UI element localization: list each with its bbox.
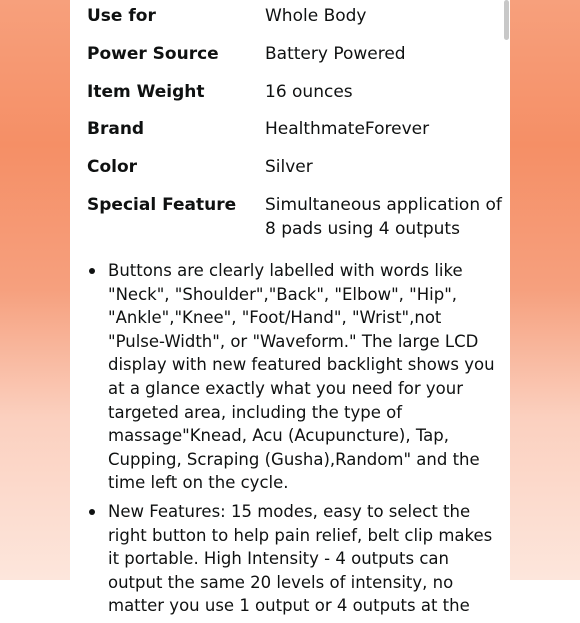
- list-item: [87, 259, 497, 495]
- scrollbar[interactable]: [504, 0, 509, 40]
- background-right: [510, 0, 580, 580]
- bullet-text: New Features: 15 modes, easy to select the right button to help pain relief, belt clip makes it portable. High Intensity - 4 outputs can output the same 20 levels of intensity, no matter you use 1 output or 4 outputs at the: [108, 501, 493, 616]
- spec-key: Special Feature: [87, 195, 237, 215]
- bullet-icon: [89, 509, 95, 515]
- bullet-text: Buttons are clearly labelled with words like "Neck", "Shoulder","Back", "Elbow", "Hip", "Ankle","Knee", "Foot/Hand", "Wrist",not "Pulse-Width", or "Waveform." The large LCD display with new featured backlight shows you at a glance exactly what you need for your targeted area, including the type of massage"Knead, Acu (Acupuncture), Tap, Cupping, Scraping (Gusha),Random" and the time left on the cycle.: [108, 261, 495, 493]
- bullet-icon: [89, 268, 95, 274]
- spec-value: Battery Powered: [265, 44, 406, 64]
- spec-value: Simultaneous application of 8 pads using 4 outputs: [265, 195, 502, 239]
- feature-bullet-list: [87, 259, 497, 623]
- spec-key: Item Weight: [87, 82, 205, 102]
- list-item: [87, 500, 497, 618]
- spec-key: Brand: [87, 119, 145, 139]
- background-left: [0, 0, 70, 580]
- spec-key: Color: [87, 157, 138, 177]
- spec-key: Use for: [87, 6, 156, 26]
- spec-value: 16 ounces: [265, 82, 353, 102]
- spec-value: Whole Body: [265, 6, 367, 26]
- spec-value: Silver: [265, 157, 313, 177]
- spec-value: HealthmateForever: [265, 119, 430, 139]
- spec-key: Power Source: [87, 44, 219, 64]
- product-details-panel[interactable]: [70, 0, 510, 616]
